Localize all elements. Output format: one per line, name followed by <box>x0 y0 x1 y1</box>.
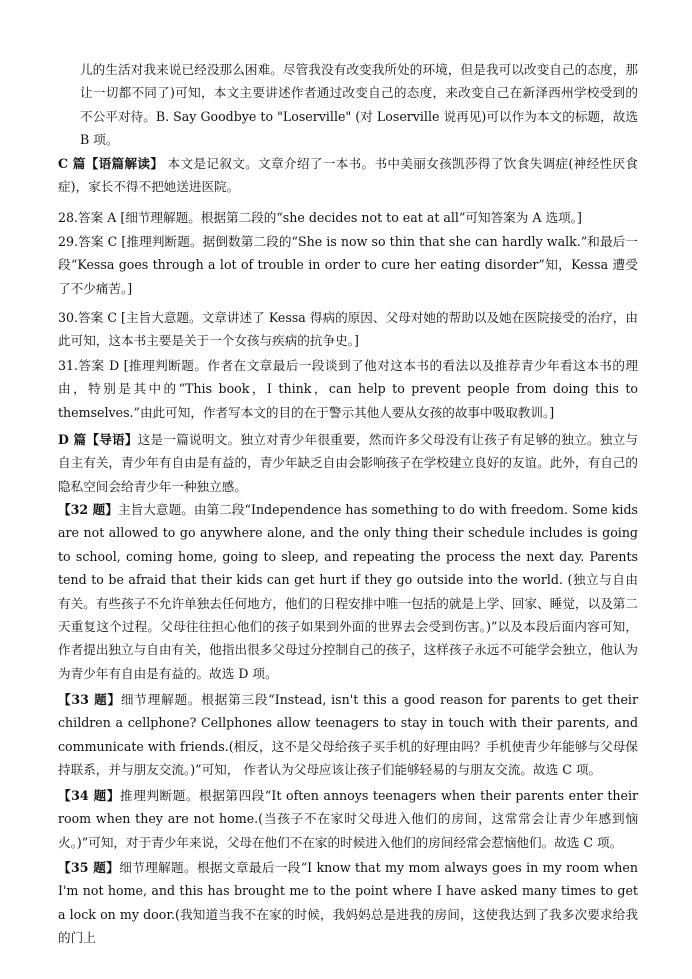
question-tag: 【34 题】 <box>58 788 121 803</box>
answer-32: 【32 题】主旨大意题。由第二段“Independence has something to do with freedom. Some kids are not allowed to go anywhere alone, and the only thing their schedule includes is going to school, coming home, going to sleep, and repeating the process the next day. Parents tend to be afraid that their kids can get hurt if they go outside into the world. (独立与自由有关。有些孩子不允许单独去任何地方，他们的日程安排中唯一包括的就是上学、回家、睡觉，以及第二天重复这个过程。父母往往担心他们的孩子如果到外面的世界去会受到伤害。)”以及本段后面内容可知，作者提出独立与自由有关，他指出很多父母过分控制自己的孩子，这样孩子永远不可能学会独立，他认为为青少年有自由是有益的。故选 D 项。 <box>58 502 638 681</box>
paragraph-b-conclusion: 儿的生活对我来说已经没那么困难。尽管我没有改变我所处的环境，但是我可以改变自己的态度，那让一切都不同了)可知，本文主要讲述作者通过改变自己的态度，来改变自己在新泽西州学校受到的不公平对待。B. Say Goodbye to "Loserville" (对 Loserville 说再见)可以作为本文的标题，故选 B 项。 <box>80 62 638 148</box>
answer-35: 【35 题】细节理解题。根据文章最后一段“I know that my mom always goes in my room when I'm not home, and this has brought me to the point where I have asked many times to get a lock on my door.(我知道当我不在家的时候，我妈妈总是进我的房间，这使我达到了我多次要求给我的门上 <box>58 860 638 946</box>
question-tag: 【33 题】 <box>58 692 121 707</box>
paragraph-d-intro: D 篇【导语】这是一篇说明文。独立对青少年很重要，然而许多父母没有让孩子有足够的独立。独立与自主有关，青少年有自由是有益的，青少年缺乏自由会影响孩子在学校建立良好的友谊。此外，有自己的隐私空间会给青少年一种独立感。 <box>58 432 638 494</box>
answer-30: 30.答案 C [主旨大意题。文章讲述了 Kessa 得病的原因、父母对她的帮助以及她在医院接受的治疗，由此可知，这本书主要是关于一个女孩与疾病的抗争史。] <box>58 310 638 349</box>
question-tag: 【35 题】 <box>58 860 120 875</box>
answer-33: 【33 题】细节理解题。根据第三段“Instead, isn't this a good reason for parents to get their children a cellphone? Cellphones allow teenagers to stay in touch with their parents, and communicate with friends.(相反，这不是父母给孩子买手机的好理由吗？手机使青少年能够与父母保持联系，并与朋友交流。)”可知， 作者认为父母应该让孩子们能够轻易的与朋友交流。故选 C 项。 <box>58 692 638 778</box>
paragraph-c-intro: C 篇【语篇解读】 本文是记叙文。文章介绍了一本书。书中美丽女孩凯莎得了饮食失调症(神经性厌食症)，家长不得不把她送进医院。 <box>58 156 638 195</box>
section-tag: C 篇【语篇解读】 <box>58 156 164 171</box>
answer-29: 29.答案 C [推理判断题。据倒数第二段的“She is now so thin that she can hardly walk.”和最后一段“Kessa goes through a lot of trouble in order to cure her eating disorder”知，Kessa 遭受了不少痛苦。] <box>58 234 638 296</box>
answer-31: 31.答案 D [推理判断题。作者在文章最后一段谈到了他对这本书的看法以及推荐青少年看这本书的理由，特别是其中的“This book，I think，can help to prevent people from doing this to themselves.”由此可知，作者写本文的目的在于警示其他人要从女孩的故事中吸取教训。] <box>58 358 638 420</box>
answer-34: 【34 题】推理判断题。根据第四段“It often annoys teenagers when their parents enter their room when they are not home.(当孩子不在家时父母进入他们的房间，这常常会让青少年感到恼火。)”可知，对于青少年来说，父母在他们不在家的时候进入他们的房间经常会惹恼他们。故选 C 项。 <box>58 788 638 850</box>
section-tag: D 篇【导语】 <box>58 432 138 447</box>
question-tag: 【32 题】 <box>58 502 118 517</box>
answer-28: 28.答案 A [细节理解题。根据第二段的“she decides not to eat at all”可知答案为 A 选项。] <box>58 210 582 225</box>
